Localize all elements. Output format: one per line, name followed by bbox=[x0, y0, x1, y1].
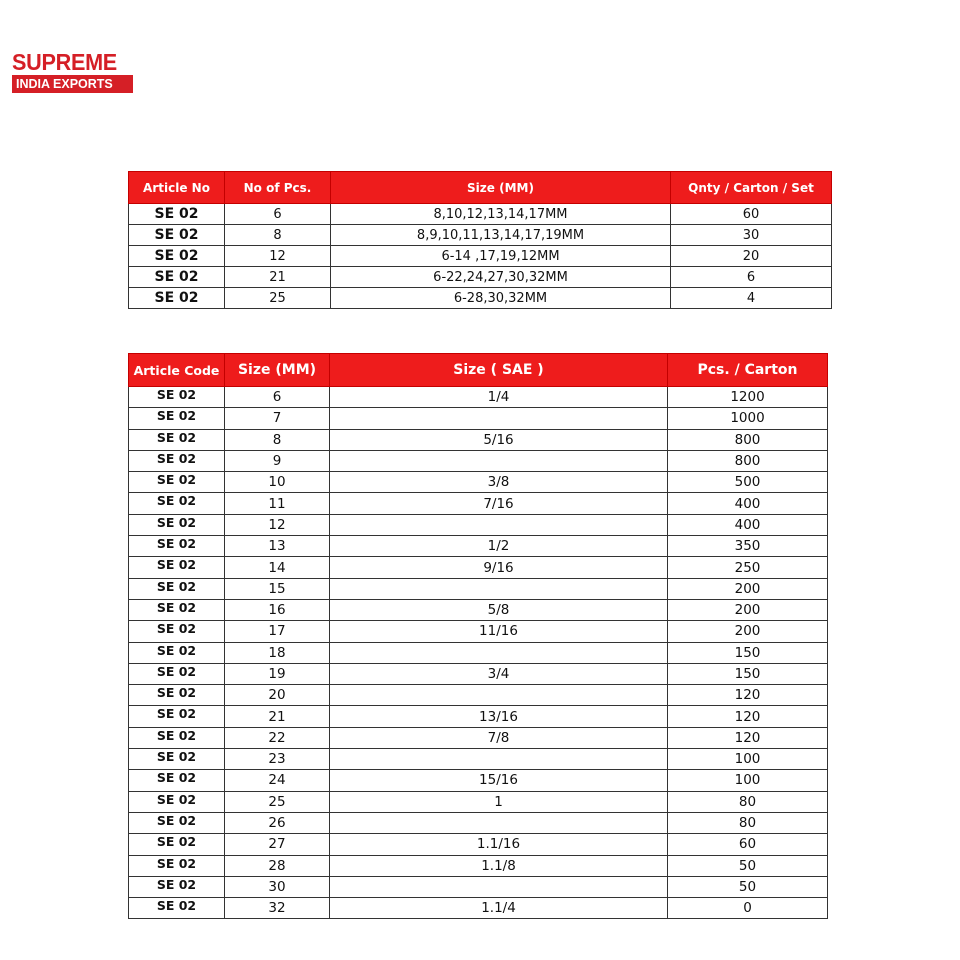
cell-size-mm: 32 bbox=[225, 898, 330, 919]
cell-qnty: 20 bbox=[671, 246, 832, 267]
cell-article-code: SE 02 bbox=[129, 621, 225, 642]
table-row bbox=[129, 706, 828, 727]
cell-size-mm: 27 bbox=[225, 834, 330, 855]
table-row bbox=[129, 834, 828, 855]
cell-size-mm: 17 bbox=[225, 621, 330, 642]
cell-size-mm: 7 bbox=[225, 408, 330, 429]
cell-size-mm: 11 bbox=[225, 493, 330, 514]
cell-size-mm: 8,10,12,13,14,17MM bbox=[331, 204, 671, 225]
cell-article-code: SE 02 bbox=[129, 727, 225, 748]
cell-size-mm: 8,9,10,11,13,14,17,19MM bbox=[331, 225, 671, 246]
cell-pcs-carton: 50 bbox=[668, 876, 828, 897]
cell-size-sae: 1 bbox=[330, 791, 668, 812]
header-pcs-carton: Pcs. / Carton bbox=[668, 354, 828, 387]
cell-pcs-carton: 100 bbox=[668, 749, 828, 770]
cell-article-no: SE 02 bbox=[129, 204, 225, 225]
cell-size-sae: 7/16 bbox=[330, 493, 668, 514]
table-row bbox=[129, 812, 828, 833]
cell-pcs-carton: 60 bbox=[668, 834, 828, 855]
cell-size-sae bbox=[330, 450, 668, 471]
logo-title: SUPREME bbox=[12, 49, 117, 75]
table-row bbox=[129, 621, 828, 642]
cell-pcs-carton: 0 bbox=[668, 898, 828, 919]
cell-article-code: SE 02 bbox=[129, 663, 225, 684]
cell-size-mm: 24 bbox=[225, 770, 330, 791]
table-row bbox=[129, 855, 828, 876]
cell-pcs-carton: 200 bbox=[668, 578, 828, 599]
cell-size-sae: 1.1/16 bbox=[330, 834, 668, 855]
table-row bbox=[129, 288, 832, 309]
cell-article-no: SE 02 bbox=[129, 267, 225, 288]
table-row bbox=[129, 267, 832, 288]
cell-no-of-pcs: 21 bbox=[225, 267, 331, 288]
header-qnty-carton-set: Qnty / Carton / Set bbox=[671, 172, 832, 204]
cell-article-code: SE 02 bbox=[129, 493, 225, 514]
header-size-sae: Size ( SAE ) bbox=[330, 354, 668, 387]
table-row bbox=[129, 204, 832, 225]
table-row bbox=[129, 450, 828, 471]
cell-size-mm: 8 bbox=[225, 429, 330, 450]
cell-size-mm: 16 bbox=[225, 599, 330, 620]
header-no-of-pcs: No of Pcs. bbox=[225, 172, 331, 204]
cell-pcs-carton: 800 bbox=[668, 450, 828, 471]
cell-qnty: 6 bbox=[671, 267, 832, 288]
cell-size-mm: 9 bbox=[225, 450, 330, 471]
cell-size-mm: 18 bbox=[225, 642, 330, 663]
table-row bbox=[129, 642, 828, 663]
cell-size-mm: 25 bbox=[225, 791, 330, 812]
cell-size-mm: 6-28,30,32MM bbox=[331, 288, 671, 309]
header-article-code: Article Code bbox=[129, 354, 225, 387]
cell-size-sae bbox=[330, 514, 668, 535]
table-row bbox=[129, 472, 828, 493]
cell-pcs-carton: 1000 bbox=[668, 408, 828, 429]
cell-article-code: SE 02 bbox=[129, 770, 225, 791]
table-row bbox=[129, 898, 828, 919]
cell-article-code: SE 02 bbox=[129, 834, 225, 855]
cell-pcs-carton: 350 bbox=[668, 536, 828, 557]
table-row bbox=[129, 749, 828, 770]
cell-size-sae: 1/4 bbox=[330, 387, 668, 408]
set-table-header bbox=[129, 172, 832, 204]
table-row bbox=[129, 578, 828, 599]
header-article-no: Article No bbox=[129, 172, 225, 204]
company-logo bbox=[12, 50, 134, 93]
cell-article-code: SE 02 bbox=[129, 855, 225, 876]
cell-article-code: SE 02 bbox=[129, 791, 225, 812]
table-row bbox=[129, 408, 828, 429]
cell-size-sae: 15/16 bbox=[330, 770, 668, 791]
cell-size-sae bbox=[330, 876, 668, 897]
table-row bbox=[129, 663, 828, 684]
size-table bbox=[128, 353, 828, 919]
cell-size-sae bbox=[330, 408, 668, 429]
logo-subtitle: INDIA EXPORTS bbox=[12, 75, 133, 93]
cell-article-code: SE 02 bbox=[129, 472, 225, 493]
cell-size-mm: 6-14 ,17,19,12MM bbox=[331, 246, 671, 267]
table-row bbox=[129, 514, 828, 535]
cell-size-sae: 11/16 bbox=[330, 621, 668, 642]
cell-no-of-pcs: 12 bbox=[225, 246, 331, 267]
cell-article-code: SE 02 bbox=[129, 812, 225, 833]
cell-qnty: 4 bbox=[671, 288, 832, 309]
header-size-mm: Size (MM) bbox=[331, 172, 671, 204]
cell-size-sae: 7/8 bbox=[330, 727, 668, 748]
cell-size-sae: 1.1/8 bbox=[330, 855, 668, 876]
cell-size-sae bbox=[330, 685, 668, 706]
cell-size-sae: 3/4 bbox=[330, 663, 668, 684]
table-row bbox=[129, 493, 828, 514]
cell-pcs-carton: 120 bbox=[668, 706, 828, 727]
size-table-header bbox=[129, 354, 828, 387]
cell-pcs-carton: 120 bbox=[668, 685, 828, 706]
table-row bbox=[129, 246, 832, 267]
cell-pcs-carton: 80 bbox=[668, 791, 828, 812]
cell-pcs-carton: 200 bbox=[668, 599, 828, 620]
cell-size-mm: 19 bbox=[225, 663, 330, 684]
cell-pcs-carton: 400 bbox=[668, 514, 828, 535]
cell-size-mm: 28 bbox=[225, 855, 330, 876]
cell-size-sae bbox=[330, 642, 668, 663]
cell-size-mm: 10 bbox=[225, 472, 330, 493]
cell-pcs-carton: 80 bbox=[668, 812, 828, 833]
cell-qnty: 30 bbox=[671, 225, 832, 246]
cell-size-sae: 3/8 bbox=[330, 472, 668, 493]
cell-article-code: SE 02 bbox=[129, 514, 225, 535]
table-row bbox=[129, 876, 828, 897]
header-size-mm: Size (MM) bbox=[225, 354, 330, 387]
cell-size-mm: 22 bbox=[225, 727, 330, 748]
table-row bbox=[129, 387, 828, 408]
set-table bbox=[128, 171, 832, 309]
table-row bbox=[129, 685, 828, 706]
cell-size-mm: 6-22,24,27,30,32MM bbox=[331, 267, 671, 288]
cell-pcs-carton: 250 bbox=[668, 557, 828, 578]
cell-article-no: SE 02 bbox=[129, 246, 225, 267]
cell-size-sae: 5/8 bbox=[330, 599, 668, 620]
cell-pcs-carton: 150 bbox=[668, 663, 828, 684]
cell-pcs-carton: 800 bbox=[668, 429, 828, 450]
cell-article-code: SE 02 bbox=[129, 898, 225, 919]
cell-size-mm: 15 bbox=[225, 578, 330, 599]
cell-no-of-pcs: 8 bbox=[225, 225, 331, 246]
cell-article-code: SE 02 bbox=[129, 557, 225, 578]
cell-article-code: SE 02 bbox=[129, 749, 225, 770]
cell-size-mm: 26 bbox=[225, 812, 330, 833]
cell-size-mm: 14 bbox=[225, 557, 330, 578]
cell-size-mm: 21 bbox=[225, 706, 330, 727]
cell-size-mm: 20 bbox=[225, 685, 330, 706]
cell-pcs-carton: 50 bbox=[668, 855, 828, 876]
table-row bbox=[129, 557, 828, 578]
cell-pcs-carton: 150 bbox=[668, 642, 828, 663]
cell-pcs-carton: 400 bbox=[668, 493, 828, 514]
cell-size-sae: 9/16 bbox=[330, 557, 668, 578]
cell-size-sae bbox=[330, 749, 668, 770]
cell-no-of-pcs: 6 bbox=[225, 204, 331, 225]
cell-article-no: SE 02 bbox=[129, 225, 225, 246]
cell-no-of-pcs: 25 bbox=[225, 288, 331, 309]
cell-article-code: SE 02 bbox=[129, 429, 225, 450]
table-row bbox=[129, 599, 828, 620]
cell-article-code: SE 02 bbox=[129, 642, 225, 663]
cell-qnty: 60 bbox=[671, 204, 832, 225]
cell-size-mm: 23 bbox=[225, 749, 330, 770]
cell-size-sae: 5/16 bbox=[330, 429, 668, 450]
cell-size-sae: 1/2 bbox=[330, 536, 668, 557]
cell-size-mm: 13 bbox=[225, 536, 330, 557]
cell-size-mm: 12 bbox=[225, 514, 330, 535]
cell-article-code: SE 02 bbox=[129, 876, 225, 897]
table-row bbox=[129, 791, 828, 812]
cell-pcs-carton: 200 bbox=[668, 621, 828, 642]
table-row bbox=[129, 770, 828, 791]
cell-article-code: SE 02 bbox=[129, 387, 225, 408]
cell-size-sae: 1.1/4 bbox=[330, 898, 668, 919]
cell-size-sae bbox=[330, 812, 668, 833]
cell-size-mm: 30 bbox=[225, 876, 330, 897]
cell-size-sae: 13/16 bbox=[330, 706, 668, 727]
cell-article-code: SE 02 bbox=[129, 578, 225, 599]
cell-article-code: SE 02 bbox=[129, 408, 225, 429]
cell-pcs-carton: 100 bbox=[668, 770, 828, 791]
cell-size-sae bbox=[330, 578, 668, 599]
table-row bbox=[129, 536, 828, 557]
cell-article-code: SE 02 bbox=[129, 685, 225, 706]
cell-size-mm: 6 bbox=[225, 387, 330, 408]
cell-pcs-carton: 120 bbox=[668, 727, 828, 748]
cell-pcs-carton: 1200 bbox=[668, 387, 828, 408]
cell-article-code: SE 02 bbox=[129, 450, 225, 471]
cell-article-code: SE 02 bbox=[129, 536, 225, 557]
cell-pcs-carton: 500 bbox=[668, 472, 828, 493]
cell-article-code: SE 02 bbox=[129, 706, 225, 727]
cell-article-code: SE 02 bbox=[129, 599, 225, 620]
table-row bbox=[129, 429, 828, 450]
table-row bbox=[129, 225, 832, 246]
cell-article-no: SE 02 bbox=[129, 288, 225, 309]
table-row bbox=[129, 727, 828, 748]
